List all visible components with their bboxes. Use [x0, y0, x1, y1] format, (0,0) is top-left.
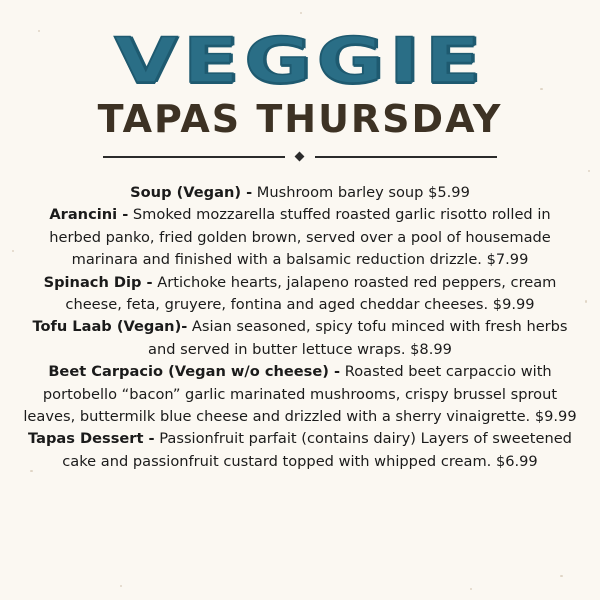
- speckle: [120, 585, 122, 587]
- diamond-icon: [295, 152, 305, 162]
- menu-item-tapas-dessert: [22, 428, 578, 473]
- divider-line: [103, 156, 285, 158]
- menu-list: [22, 182, 578, 473]
- menu-item-name: Beet Carpacio (Vegan w/o cheese) -: [48, 363, 341, 381]
- menu-item-name: Soup (Vegan) -: [130, 184, 253, 201]
- speckle: [560, 575, 563, 577]
- menu-item-description: Artichoke hearts, jalapeno roasted red peppers, cream cheese, feta, gruyere, fontina and aged cheddar cheeses. $9.99: [65, 273, 557, 314]
- menu-item-description: Asian seasoned, spicy tofu minced with fresh herbs and served in butter lettuce wraps. $8.99: [148, 318, 568, 358]
- menu-item-description: Passionfruit parfait (contains dairy) Layers of sweetened cake and passionfruit custard topped with whipped cream. $6.99: [62, 430, 572, 470]
- speckle: [585, 300, 587, 303]
- menu-item-description: Smoked mozzarella stuffed roasted garlic risotto rolled in herbed panko, fried golden brown, served over a pool of housemade marinara and finished with a balsamic reduction drizzle. $7.99: [49, 206, 551, 269]
- divider-line: [315, 156, 497, 158]
- speckle: [470, 588, 472, 590]
- page-subtitle: TAPAS THURSDAY: [97, 97, 503, 141]
- menu-item-tofu-laab: [22, 316, 578, 361]
- speckle: [12, 250, 14, 252]
- page-title: VEGGIE: [114, 24, 486, 97]
- speckle: [588, 170, 590, 172]
- menu-item-name: Arancini -: [49, 206, 129, 224]
- menu-item-name: Tapas Dessert -: [28, 430, 155, 448]
- menu-item-spinach-dip: [22, 272, 578, 317]
- menu-item-name: Tofu Laab (Vegan)-: [32, 318, 188, 336]
- menu-item-name: Spinach Dip -: [43, 273, 153, 291]
- speckle: [300, 12, 302, 14]
- menu-item-beet-carpacio: [22, 361, 578, 428]
- menu-item-description: Mushroom barley soup $5.99: [252, 184, 470, 201]
- menu-item-soup: [22, 182, 578, 204]
- ornamental-divider: [103, 150, 497, 164]
- menu-item-arancini: [22, 204, 578, 271]
- menu-item-description: Roasted beet carpaccio with portobello “bacon” garlic marinated mushrooms, crispy brussel sprout leaves, buttermilk blue cheese and drizzled with a sherry vinaigrette. $9.99: [23, 363, 577, 426]
